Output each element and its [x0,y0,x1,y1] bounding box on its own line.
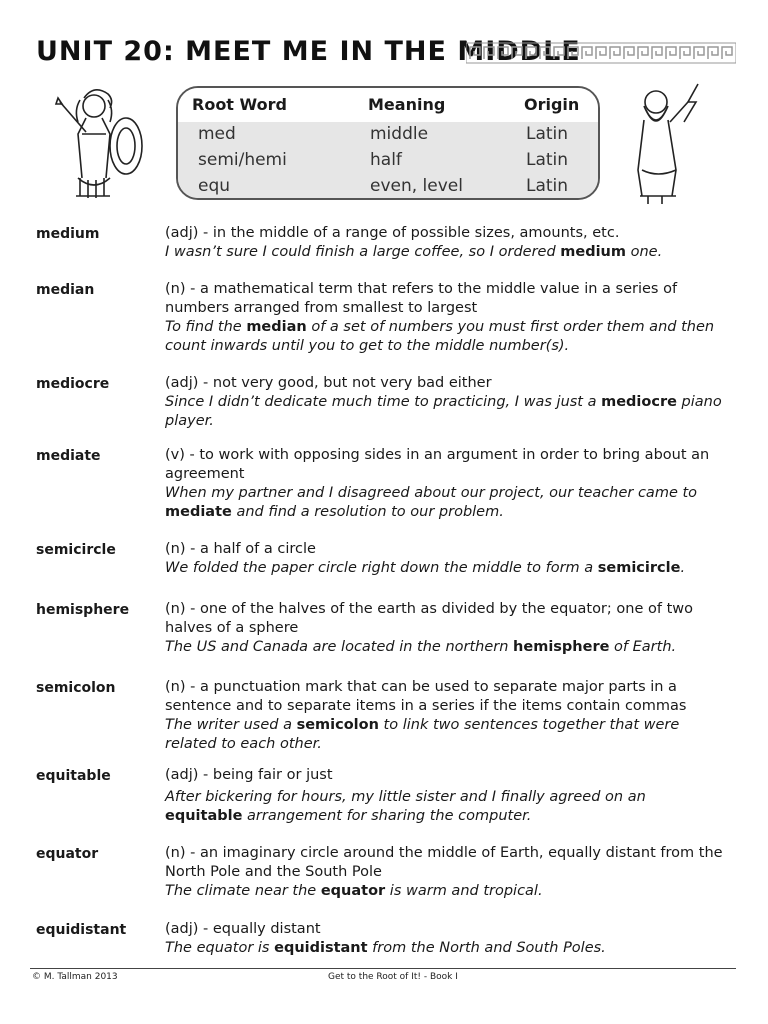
root-table-header [178,88,598,123]
definition-text: (n) - a punctuation mark that can be used to separate major parts in a sentence and to separate items in a series if the items contain commas [165,679,687,714]
example-text: arrangement for sharing the computer. [242,808,532,824]
vocab-word: equitable [36,768,111,784]
example-sentence [165,939,725,958]
vocab-definition [165,280,725,356]
root-cell: semi/hemi [198,150,287,170]
definition-text: (adj) - being fair or just [165,767,333,783]
origin-cell: Latin [526,150,569,170]
example-text: After bickering for hours, my little sister and I finally agreed on an [165,789,646,805]
vocab-definition [165,766,725,826]
example-sentence [165,716,725,754]
example-text: piano player. [165,394,722,429]
vocab-definition [165,844,725,901]
example-keyword: mediocre [601,394,677,410]
vocab-word: mediocre [36,376,110,392]
greek-key-border-icon [466,42,736,64]
vocab-definition [165,678,725,754]
example-keyword: mediate [165,504,232,520]
vocab-word: semicolon [36,680,116,696]
example-keyword: semicolon [296,717,379,733]
footer-book-title: Get to the Root of It! - Book I [328,972,458,982]
vocab-definition [165,540,725,578]
definition-text: (n) - a half of a circle [165,541,316,557]
vocab-definition [165,374,725,431]
example-text: I wasn’t sure I could finish a large coffee, so I ordered [165,244,561,260]
example-text: is warm and tropical. [385,883,543,899]
example-text: to link two sentences together that were related to each other. [165,717,680,752]
example-sentence [165,638,725,657]
vocab-word: semicircle [36,542,116,558]
example-text: Since I didn’t dedicate much time to practicing, I was just a [165,394,602,410]
athena-figure-icon [46,80,156,210]
root-cell: med [198,124,236,144]
header-meaning: Meaning [368,95,446,114]
example-keyword: equitable [165,808,243,824]
example-text: The climate near the [165,883,321,899]
definition-text: (n) - an imaginary circle around the middle of Earth, equally distant from the North Pole and the South Pole [165,845,723,880]
example-text: The equator is [165,940,275,956]
definition-text: (v) - to work with opposing sides in an argument in order to bring about an agreement [165,447,710,482]
footer-divider [30,968,736,969]
definition-text: (n) - one of the halves of the earth as divided by the equator; one of two halves of a sphere [165,601,693,636]
example-keyword: equidistant [274,940,368,956]
example-text: To find the [165,319,247,335]
footer-copyright: © M. Tallman 2013 [32,972,118,982]
example-text: We folded the paper circle right down the middle to form a [165,560,598,576]
definition-text: (adj) - not very good, but not very bad either [165,375,492,391]
origin-cell: Latin [526,124,569,144]
vocab-definition [165,446,725,522]
example-text: and find a resolution to our problem. [231,504,504,520]
root-table-body [178,122,598,198]
unit-title: UNIT 20: MEET ME IN THE MIDDLE [36,36,581,67]
meaning-cell: middle [370,124,429,144]
vocab-word: hemisphere [36,602,130,618]
zeus-figure-icon [618,80,718,216]
meaning-cell: half [370,150,402,170]
example-keyword: medium [560,244,626,260]
example-sentence [165,788,725,826]
example-sentence [165,318,725,356]
example-sentence [165,882,725,901]
vocab-word: equator [36,846,99,862]
example-keyword: hemisphere [513,639,610,655]
origin-cell: Latin [526,176,569,196]
example-sentence [165,243,725,262]
example-keyword: median [246,319,307,335]
root-cell: equ [198,176,231,196]
vocab-definition [165,224,725,262]
vocab-word: median [36,282,95,298]
definition-text: (adj) - in the middle of a range of possible sizes, amounts, etc. [165,225,620,241]
example-text: When my partner and I disagreed about our project, our teacher came to [165,485,698,501]
root-word-table [176,86,600,200]
vocab-definition [165,600,725,657]
vocab-word: equidistant [36,922,127,938]
example-sentence [165,559,725,578]
example-sentence [165,484,725,522]
example-text: The US and Canada are located in the northern [165,639,514,655]
example-text: one. [626,244,663,260]
example-text: from the North and South Poles. [367,940,606,956]
example-keyword: semicircle [597,560,681,576]
vocab-word: mediate [36,448,101,464]
header-root-word: Root Word [192,95,287,114]
header-origin: Origin [524,95,580,114]
example-text: The writer used a [165,717,297,733]
vocab-word: medium [36,226,100,242]
example-keyword: equator [320,883,386,899]
vocab-definition [165,920,725,958]
definition-text: (adj) - equally distant [165,921,321,937]
example-text: of Earth. [609,639,677,655]
example-text: . [680,560,686,576]
example-text: of a set of numbers you must first order them and then count inwards until you to get to the middle number(s). [165,319,715,354]
definition-text: (n) - a mathematical term that refers to the middle value in a series of numbers arranged from smallest to largest [165,281,678,316]
meaning-cell: even, level [370,176,463,196]
example-sentence [165,393,725,431]
